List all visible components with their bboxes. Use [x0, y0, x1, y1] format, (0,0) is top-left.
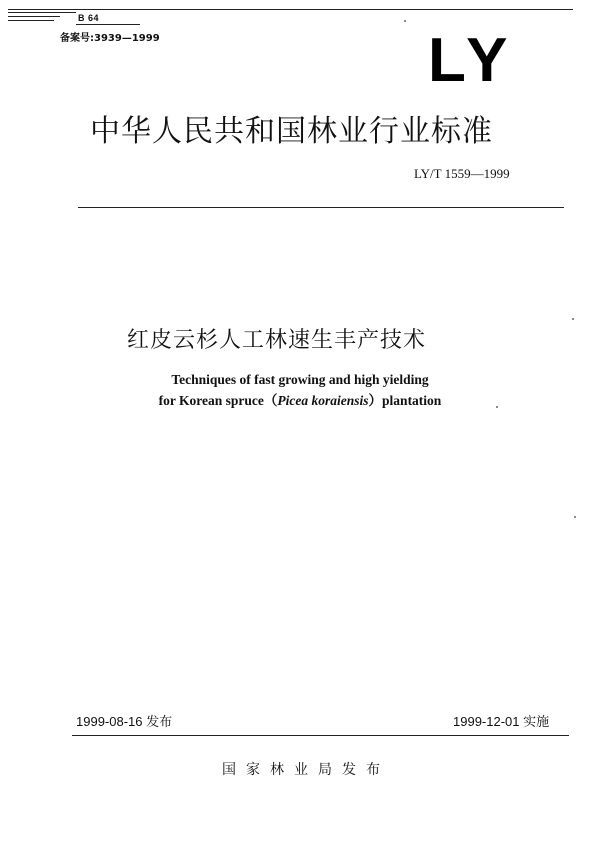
standard-title: 中华人民共和国林业行业标准 — [90, 114, 493, 149]
document-title-cn: 红皮云杉人工林速生丰产技术 — [127, 328, 427, 353]
standard-number: LY/T 1559—1999 — [414, 166, 510, 181]
record-number: 备案号:3939—1999 — [60, 33, 160, 44]
top-rule-3 — [8, 16, 60, 17]
issue-date: 1999-08-16 发布 — [76, 714, 173, 729]
scan-speck — [496, 406, 498, 408]
title-en-line-1: Techniques of fast growing and high yielding — [171, 372, 429, 387]
implementation-date: 1999-12-01 实施 — [453, 714, 550, 729]
classification-code: B 64 — [78, 13, 100, 23]
title-en-species: Picea koraiensis — [277, 392, 369, 408]
top-rule-2 — [8, 12, 76, 13]
document-title-en — [100, 370, 500, 412]
header-divider — [78, 207, 564, 208]
issuing-authority: 国家林业局发布 — [222, 762, 390, 778]
ly-logo: LY — [428, 26, 514, 95]
footer-divider — [72, 735, 569, 736]
code-underline — [76, 24, 140, 25]
scan-speck — [404, 20, 406, 22]
scan-speck — [572, 318, 574, 320]
title-en-pre: for Korean spruce（ — [158, 392, 278, 408]
scan-speck — [574, 516, 576, 518]
top-rule-1 — [8, 9, 573, 10]
title-en-line-2 — [100, 391, 500, 412]
top-rule-4 — [8, 20, 54, 21]
title-en-post: ）plantation — [368, 392, 442, 408]
